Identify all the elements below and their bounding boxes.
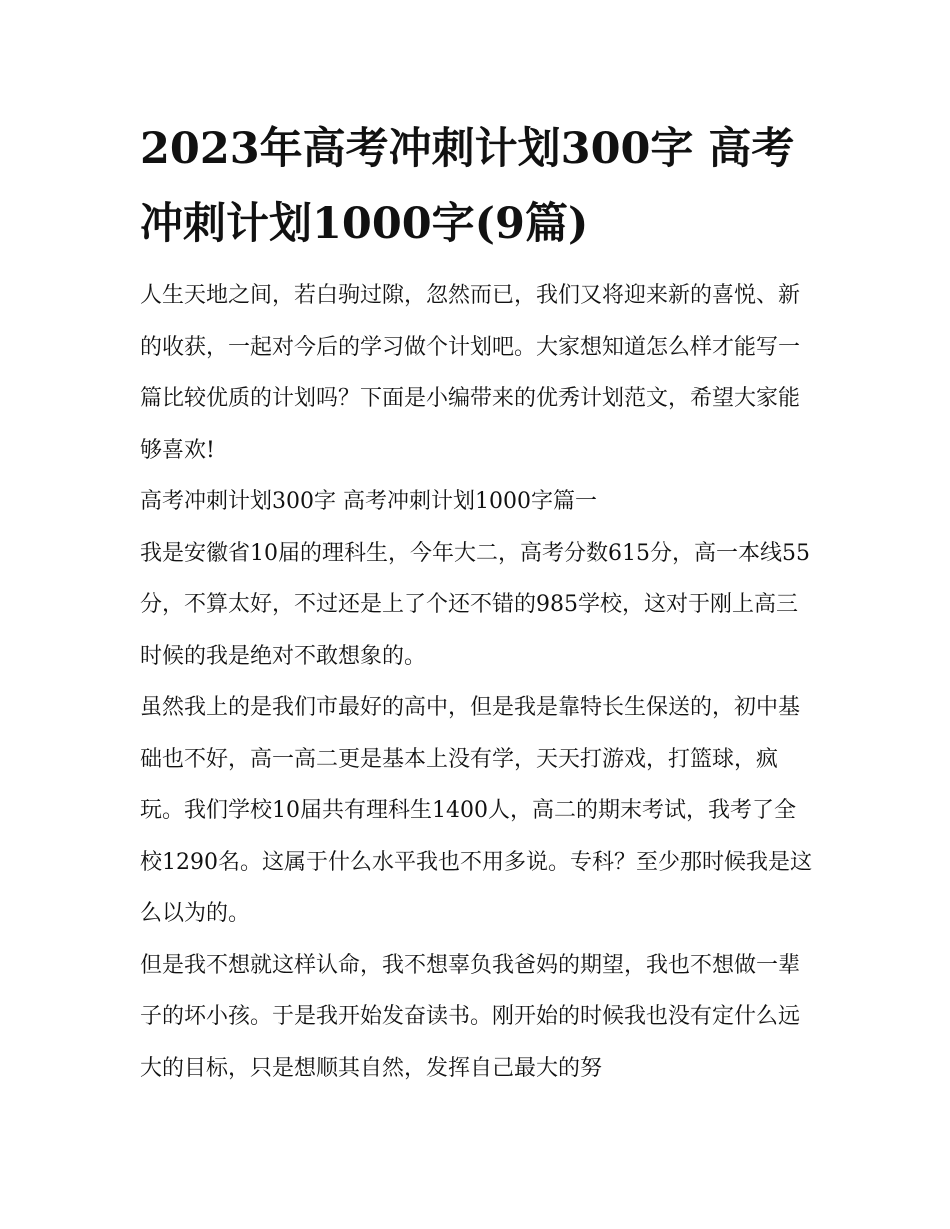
document-body <box>140 270 812 1094</box>
body-paragraph: 虽然我上的是我们市最好的高中，但是我是靠特长生保送的，初中基础也不好，高一高二更是基本上没有学，天天打游戏，打篮球，疯玩。我们学校10届共有理科生1400人，高二的期末考试，我考了全校1290名。这属于什么水平我也不用多说。专科？至少那时候我是这么以为的。 <box>140 695 812 926</box>
document-title: 2023年高考冲刺计划300字 高考冲刺计划1000字(9篇) <box>140 124 795 249</box>
section-heading: 高考冲刺计划300字 高考冲刺计划1000字篇一 <box>140 489 597 514</box>
intro-paragraph: 人生天地之间，若白驹过隙，忽然而已，我们又将迎来新的喜悦、新的收获，一起对今后的学习做个计划吧。大家想知道怎么样才能写一篇比较优质的计划吗？下面是小编带来的优秀计划范文，希望大家能够喜欢! <box>140 283 801 463</box>
body-paragraph: 我是安徽省10届的理科生，今年大二，高考分数615分，高一本线55分，不算太好，不过还是上了个还不错的985学校，这对于刚上高三时候的我是绝对不敢想象的。 <box>140 540 810 669</box>
document-page <box>140 112 812 1094</box>
body-paragraph: 但是我不想就这样认命，我不想辜负我爸妈的期望，我也不想做一辈子的坏小孩。于是我开始发奋读书。刚开始的时候我也没有定什么远大的目标，只是想顺其自然，发挥自己最大的努 <box>140 952 801 1081</box>
